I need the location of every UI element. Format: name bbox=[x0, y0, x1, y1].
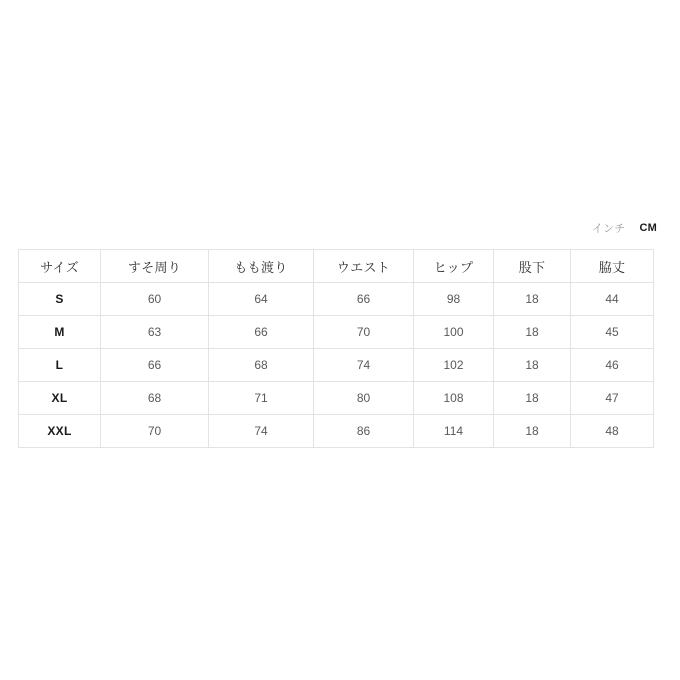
value-cell: 44 bbox=[571, 283, 654, 316]
value-cell: 18 bbox=[494, 349, 571, 382]
size-cell: S bbox=[19, 283, 101, 316]
value-cell: 74 bbox=[314, 349, 414, 382]
value-cell: 98 bbox=[414, 283, 494, 316]
value-cell: 66 bbox=[314, 283, 414, 316]
value-cell: 86 bbox=[314, 415, 414, 448]
column-header-hem: すそ周り bbox=[101, 250, 209, 283]
table-row-s bbox=[19, 283, 654, 316]
size-cell: XXL bbox=[19, 415, 101, 448]
column-header-waist: ウエスト bbox=[314, 250, 414, 283]
value-cell: 18 bbox=[494, 283, 571, 316]
table-row-m bbox=[19, 316, 654, 349]
size-cell: XL bbox=[19, 382, 101, 415]
size-chart-table bbox=[18, 249, 654, 448]
table-row-xxl bbox=[19, 415, 654, 448]
header-row bbox=[19, 250, 654, 283]
value-cell: 18 bbox=[494, 382, 571, 415]
value-cell: 47 bbox=[571, 382, 654, 415]
value-cell: 80 bbox=[314, 382, 414, 415]
size-cell: M bbox=[19, 316, 101, 349]
value-cell: 74 bbox=[209, 415, 314, 448]
value-cell: 66 bbox=[101, 349, 209, 382]
value-cell: 70 bbox=[314, 316, 414, 349]
value-cell: 100 bbox=[414, 316, 494, 349]
column-header-size: サイズ bbox=[19, 250, 101, 283]
unit-inch-button[interactable]: インチ bbox=[592, 220, 626, 236]
table-row-l bbox=[19, 349, 654, 382]
value-cell: 18 bbox=[494, 316, 571, 349]
value-cell: 18 bbox=[494, 415, 571, 448]
value-cell: 64 bbox=[209, 283, 314, 316]
value-cell: 102 bbox=[414, 349, 494, 382]
value-cell: 70 bbox=[101, 415, 209, 448]
value-cell: 68 bbox=[209, 349, 314, 382]
unit-toggle bbox=[592, 220, 657, 236]
size-cell: L bbox=[19, 349, 101, 382]
column-header-hip: ヒップ bbox=[414, 250, 494, 283]
value-cell: 46 bbox=[571, 349, 654, 382]
value-cell: 45 bbox=[571, 316, 654, 349]
column-header-inseam: 股下 bbox=[494, 250, 571, 283]
value-cell: 71 bbox=[209, 382, 314, 415]
value-cell: 60 bbox=[101, 283, 209, 316]
value-cell: 63 bbox=[101, 316, 209, 349]
value-cell: 108 bbox=[414, 382, 494, 415]
unit-cm-button[interactable]: CM bbox=[639, 222, 657, 234]
size-chart-body bbox=[19, 283, 654, 448]
value-cell: 66 bbox=[209, 316, 314, 349]
table-row-xl bbox=[19, 382, 654, 415]
size-chart-header bbox=[19, 250, 654, 283]
value-cell: 48 bbox=[571, 415, 654, 448]
value-cell: 114 bbox=[414, 415, 494, 448]
column-header-thigh: もも渡り bbox=[209, 250, 314, 283]
column-header-side-length: 脇丈 bbox=[571, 250, 654, 283]
value-cell: 68 bbox=[101, 382, 209, 415]
